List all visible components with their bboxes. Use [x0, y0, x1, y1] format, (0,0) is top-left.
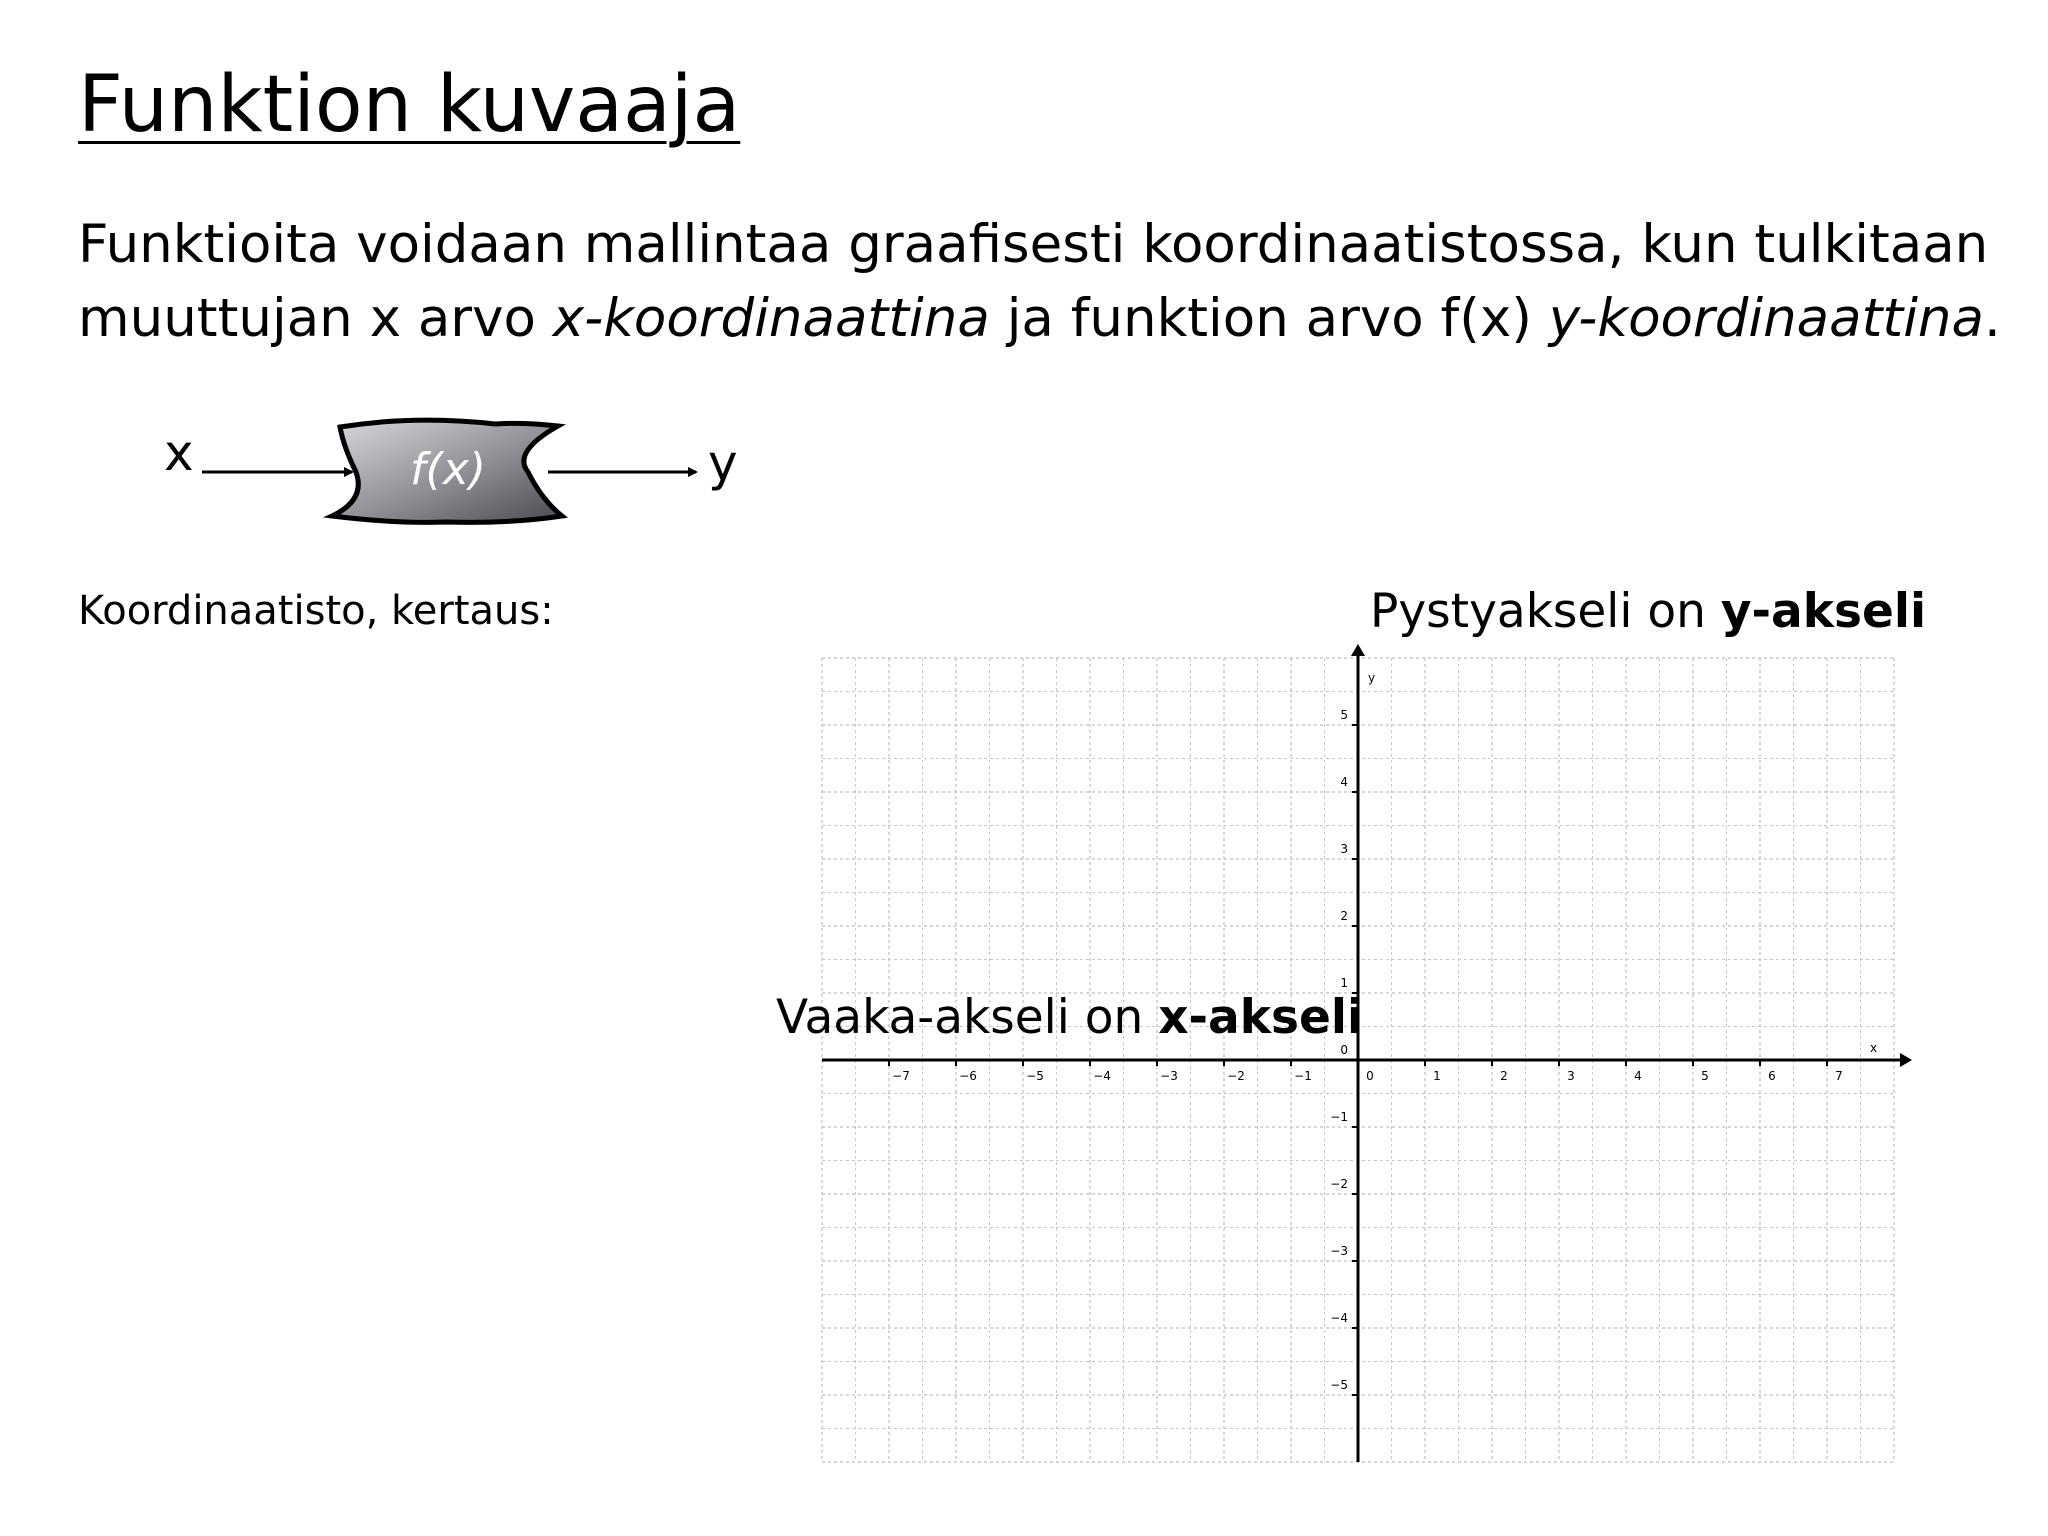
y-tick-label: −2: [1330, 1177, 1348, 1191]
function-box-label: f(x): [410, 444, 486, 495]
x-tick-label: −7: [892, 1069, 910, 1083]
x-tick-label: 3: [1567, 1069, 1575, 1083]
x-tick-label: 5: [1701, 1069, 1709, 1083]
x-tick-label: 2: [1500, 1069, 1508, 1083]
input-variable-label: x: [164, 424, 194, 482]
y-axis-caption: [1370, 584, 1926, 639]
intro-emphasis-y: y-koordinaattina: [1548, 288, 1984, 349]
x-tick-label: 0: [1366, 1069, 1374, 1083]
page-title: Funktion kuvaaja: [78, 60, 741, 150]
x-tick-label: −1: [1294, 1069, 1312, 1083]
intro-emphasis-x: x-koordinaattina: [552, 288, 990, 349]
y-axis-arrowhead: [1351, 644, 1365, 656]
x-axis-caption: [776, 990, 1363, 1045]
y-tick-label: 3: [1340, 842, 1348, 856]
x-tick-label: −6: [959, 1069, 977, 1083]
x-axis-arrowhead: [1900, 1053, 1912, 1067]
section-label: Koordinaatisto, kertaus:: [78, 588, 554, 634]
y-tick-label: 0: [1340, 1043, 1348, 1057]
x-tick-label: 6: [1768, 1069, 1776, 1083]
x-tick-label: 7: [1835, 1069, 1843, 1083]
x-tick-label: 4: [1634, 1069, 1642, 1083]
x-tick-label: −4: [1093, 1069, 1111, 1083]
x-axis-name: x: [1870, 1041, 1878, 1055]
intro-text: ja funktion arvo f(x): [989, 288, 1549, 349]
y-tick-label: −5: [1330, 1378, 1348, 1392]
y-tick-label: −4: [1330, 1311, 1348, 1325]
y-tick-label: 1: [1340, 976, 1348, 990]
y-tick-label: 2: [1340, 909, 1348, 923]
y-axis-caption-text: Pystyakseli on: [1370, 584, 1721, 639]
x-tick-label: −3: [1160, 1069, 1178, 1083]
y-tick-label: −1: [1330, 1110, 1348, 1124]
output-variable-label: y: [708, 434, 738, 492]
intro-text: muuttujan x arvo: [78, 288, 553, 349]
y-tick-label: −3: [1330, 1244, 1348, 1258]
x-tick-label: 1: [1433, 1069, 1441, 1083]
x-tick-label: −5: [1026, 1069, 1044, 1083]
x-axis-caption-text: Vaaka-akseli on: [776, 990, 1159, 1045]
intro-text: .: [1984, 288, 2001, 349]
y-axis-caption-bold: y-akseli: [1720, 584, 1927, 639]
y-axis-name: y: [1368, 671, 1376, 685]
x-axis-caption-bold: x-akseli: [1158, 990, 1364, 1045]
x-tick-label: −2: [1227, 1069, 1245, 1083]
y-tick-label: 4: [1340, 775, 1348, 789]
y-tick-label: 5: [1340, 708, 1348, 722]
intro-line-1: Funktioita voidaan mallintaa graafisesti koordinaatistossa, kun tulkitaan: [78, 214, 1989, 275]
